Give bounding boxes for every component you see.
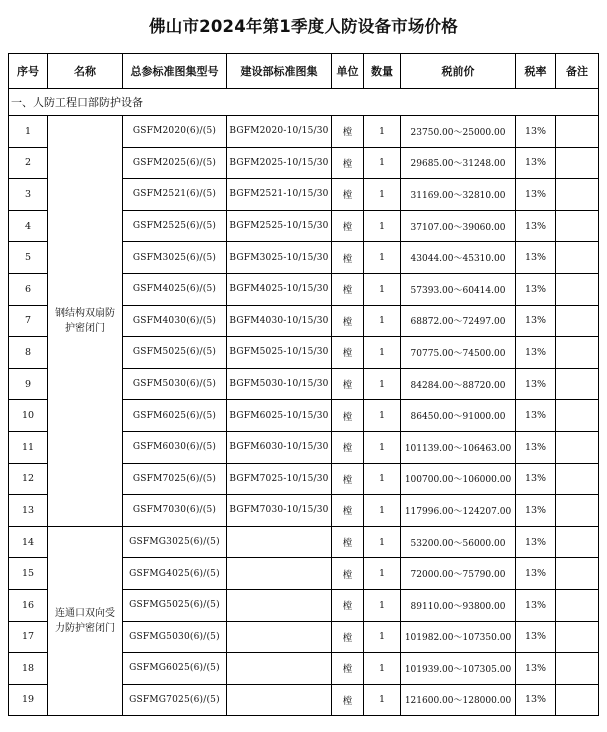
cell-unit: 樘 <box>332 653 364 685</box>
cell-atlas <box>227 653 332 685</box>
cell-note <box>556 621 599 653</box>
cell-price: 117996.00～124207.00 <box>401 495 516 527</box>
cell-note <box>556 242 599 274</box>
cell-unit: 樘 <box>332 116 364 148</box>
cell-model: GSFM6030(6)/(5) <box>123 431 227 463</box>
cell-seq: 9 <box>9 368 48 400</box>
cell-tax: 13% <box>516 305 556 337</box>
group-name-cell: 连通口双向受力防护密闭门 <box>48 526 123 716</box>
cell-model: GSFM7030(6)/(5) <box>123 495 227 527</box>
cell-seq: 11 <box>9 431 48 463</box>
cell-unit: 樘 <box>332 273 364 305</box>
cell-seq: 10 <box>9 400 48 432</box>
group-name-cell: 钢结构双扇防护密闭门 <box>48 116 123 527</box>
cell-atlas: BGFM4025-10/15/30 <box>227 273 332 305</box>
cell-note <box>556 589 599 621</box>
cell-model: GSFM4025(6)/(5) <box>123 273 227 305</box>
cell-note <box>556 495 599 527</box>
cell-unit: 樘 <box>332 621 364 653</box>
cell-price: 84284.00～88720.00 <box>401 368 516 400</box>
cell-unit: 樘 <box>332 147 364 179</box>
cell-unit: 樘 <box>332 210 364 242</box>
cell-note <box>556 337 599 369</box>
cell-qty: 1 <box>364 147 401 179</box>
cell-atlas: BGFM2025-10/15/30 <box>227 147 332 179</box>
cell-tax: 13% <box>516 273 556 305</box>
header-note: 备注 <box>556 54 599 89</box>
cell-seq: 14 <box>9 526 48 558</box>
cell-price: 68872.00～72497.00 <box>401 305 516 337</box>
cell-unit: 樘 <box>332 684 364 716</box>
section-row <box>9 89 599 116</box>
cell-atlas: BGFM5030-10/15/30 <box>227 368 332 400</box>
cell-price: 31169.00～32810.00 <box>401 179 516 211</box>
cell-note <box>556 305 599 337</box>
cell-note <box>556 526 599 558</box>
cell-note <box>556 684 599 716</box>
cell-seq: 4 <box>9 210 48 242</box>
cell-price: 43044.00～45310.00 <box>401 242 516 274</box>
cell-price: 72000.00～75790.00 <box>401 558 516 590</box>
cell-tax: 13% <box>516 147 556 179</box>
cell-model: GSFM2020(6)/(5) <box>123 116 227 148</box>
cell-unit: 樘 <box>332 400 364 432</box>
header-unit: 单位 <box>332 54 364 89</box>
cell-unit: 樘 <box>332 558 364 590</box>
cell-note <box>556 210 599 242</box>
cell-qty: 1 <box>364 463 401 495</box>
cell-note <box>556 116 599 148</box>
cell-model: GSFM5025(6)/(5) <box>123 337 227 369</box>
cell-seq: 19 <box>9 684 48 716</box>
cell-price: 101939.00～107305.00 <box>401 653 516 685</box>
cell-note <box>556 368 599 400</box>
cell-unit: 樘 <box>332 305 364 337</box>
cell-model: GSFM2525(6)/(5) <box>123 210 227 242</box>
header-price: 税前价 <box>401 54 516 89</box>
cell-model: GSFM6025(6)/(5) <box>123 400 227 432</box>
cell-qty: 1 <box>364 589 401 621</box>
cell-qty: 1 <box>364 116 401 148</box>
cell-qty: 1 <box>364 337 401 369</box>
cell-qty: 1 <box>364 526 401 558</box>
table-row <box>9 116 599 148</box>
cell-atlas: BGFM7025-10/15/30 <box>227 463 332 495</box>
cell-model: GSFMG5030(6)/(5) <box>123 621 227 653</box>
cell-model: GSFM3025(6)/(5) <box>123 242 227 274</box>
cell-price: 29685.00～31248.00 <box>401 147 516 179</box>
cell-atlas <box>227 621 332 653</box>
cell-model: GSFMG6025(6)/(5) <box>123 653 227 685</box>
cell-note <box>556 273 599 305</box>
cell-tax: 13% <box>516 526 556 558</box>
cell-tax: 13% <box>516 558 556 590</box>
cell-seq: 7 <box>9 305 48 337</box>
cell-model: GSFM7025(6)/(5) <box>123 463 227 495</box>
cell-tax: 13% <box>516 242 556 274</box>
cell-unit: 樘 <box>332 431 364 463</box>
cell-seq: 6 <box>9 273 48 305</box>
cell-qty: 1 <box>364 242 401 274</box>
cell-unit: 樘 <box>332 242 364 274</box>
cell-unit: 樘 <box>332 526 364 558</box>
cell-price: 37107.00～39060.00 <box>401 210 516 242</box>
cell-atlas <box>227 526 332 558</box>
cell-note <box>556 179 599 211</box>
cell-price: 57393.00～60414.00 <box>401 273 516 305</box>
cell-model: GSFM4030(6)/(5) <box>123 305 227 337</box>
cell-qty: 1 <box>364 210 401 242</box>
cell-price: 53200.00～56000.00 <box>401 526 516 558</box>
cell-note <box>556 431 599 463</box>
cell-price: 101139.00～106463.00 <box>401 431 516 463</box>
cell-atlas: BGFM5025-10/15/30 <box>227 337 332 369</box>
cell-note <box>556 463 599 495</box>
cell-atlas: BGFM2525-10/15/30 <box>227 210 332 242</box>
header-atlas: 建设部标准图集 <box>227 54 332 89</box>
cell-tax: 13% <box>516 495 556 527</box>
cell-seq: 18 <box>9 653 48 685</box>
cell-qty: 1 <box>364 273 401 305</box>
cell-price: 121600.00～128000.00 <box>401 684 516 716</box>
cell-atlas <box>227 589 332 621</box>
header-name: 名称 <box>48 54 123 89</box>
cell-qty: 1 <box>364 621 401 653</box>
cell-qty: 1 <box>364 368 401 400</box>
cell-atlas <box>227 558 332 590</box>
cell-price: 100700.00～106000.00 <box>401 463 516 495</box>
cell-atlas: BGFM2521-10/15/30 <box>227 179 332 211</box>
cell-unit: 樘 <box>332 337 364 369</box>
cell-price: 70775.00～74500.00 <box>401 337 516 369</box>
cell-qty: 1 <box>364 558 401 590</box>
cell-atlas: BGFM7030-10/15/30 <box>227 495 332 527</box>
cell-price: 89110.00～93800.00 <box>401 589 516 621</box>
page-title: 佛山市2024年第1季度人防设备市场价格 <box>149 17 458 36</box>
cell-tax: 13% <box>516 210 556 242</box>
cell-model: GSFM5030(6)/(5) <box>123 368 227 400</box>
cell-unit: 樘 <box>332 179 364 211</box>
cell-qty: 1 <box>364 684 401 716</box>
cell-tax: 13% <box>516 653 556 685</box>
cell-note <box>556 558 599 590</box>
cell-tax: 13% <box>516 368 556 400</box>
cell-model: GSFMG3025(6)/(5) <box>123 526 227 558</box>
header-model: 总参标准图集型号 <box>123 54 227 89</box>
cell-model: GSFM2521(6)/(5) <box>123 179 227 211</box>
cell-tax: 13% <box>516 179 556 211</box>
cell-seq: 5 <box>9 242 48 274</box>
cell-tax: 13% <box>516 589 556 621</box>
cell-note <box>556 400 599 432</box>
cell-tax: 13% <box>516 621 556 653</box>
cell-tax: 13% <box>516 337 556 369</box>
cell-price: 86450.00～91000.00 <box>401 400 516 432</box>
cell-note <box>556 147 599 179</box>
table-header-row <box>9 54 599 89</box>
price-table <box>8 53 599 716</box>
cell-seq: 3 <box>9 179 48 211</box>
header-tax: 税率 <box>516 54 556 89</box>
cell-qty: 1 <box>364 179 401 211</box>
cell-atlas: BGFM3025-10/15/30 <box>227 242 332 274</box>
cell-seq: 13 <box>9 495 48 527</box>
cell-model: GSFM2025(6)/(5) <box>123 147 227 179</box>
header-seq: 序号 <box>9 54 48 89</box>
cell-model: GSFMG7025(6)/(5) <box>123 684 227 716</box>
cell-tax: 13% <box>516 116 556 148</box>
cell-model: GSFMG4025(6)/(5) <box>123 558 227 590</box>
section-title: 一、人防工程口部防护设备 <box>9 89 599 116</box>
cell-unit: 樘 <box>332 589 364 621</box>
table-row <box>9 526 599 558</box>
cell-atlas: BGFM2020-10/15/30 <box>227 116 332 148</box>
header-qty: 数量 <box>364 54 401 89</box>
cell-unit: 樘 <box>332 495 364 527</box>
cell-atlas: BGFM4030-10/15/30 <box>227 305 332 337</box>
cell-note <box>556 653 599 685</box>
cell-seq: 8 <box>9 337 48 369</box>
cell-unit: 樘 <box>332 463 364 495</box>
cell-qty: 1 <box>364 431 401 463</box>
cell-qty: 1 <box>364 400 401 432</box>
cell-tax: 13% <box>516 463 556 495</box>
cell-tax: 13% <box>516 684 556 716</box>
cell-atlas <box>227 684 332 716</box>
cell-seq: 12 <box>9 463 48 495</box>
cell-unit: 樘 <box>332 368 364 400</box>
cell-tax: 13% <box>516 400 556 432</box>
cell-qty: 1 <box>364 495 401 527</box>
cell-price: 23750.00～25000.00 <box>401 116 516 148</box>
cell-price: 101982.00～107350.00 <box>401 621 516 653</box>
cell-atlas: BGFM6030-10/15/30 <box>227 431 332 463</box>
cell-seq: 15 <box>9 558 48 590</box>
cell-seq: 16 <box>9 589 48 621</box>
cell-tax: 13% <box>516 431 556 463</box>
cell-qty: 1 <box>364 653 401 685</box>
cell-qty: 1 <box>364 305 401 337</box>
cell-atlas: BGFM6025-10/15/30 <box>227 400 332 432</box>
cell-seq: 17 <box>9 621 48 653</box>
cell-seq: 2 <box>9 147 48 179</box>
cell-seq: 1 <box>9 116 48 148</box>
cell-model: GSFMG5025(6)/(5) <box>123 589 227 621</box>
